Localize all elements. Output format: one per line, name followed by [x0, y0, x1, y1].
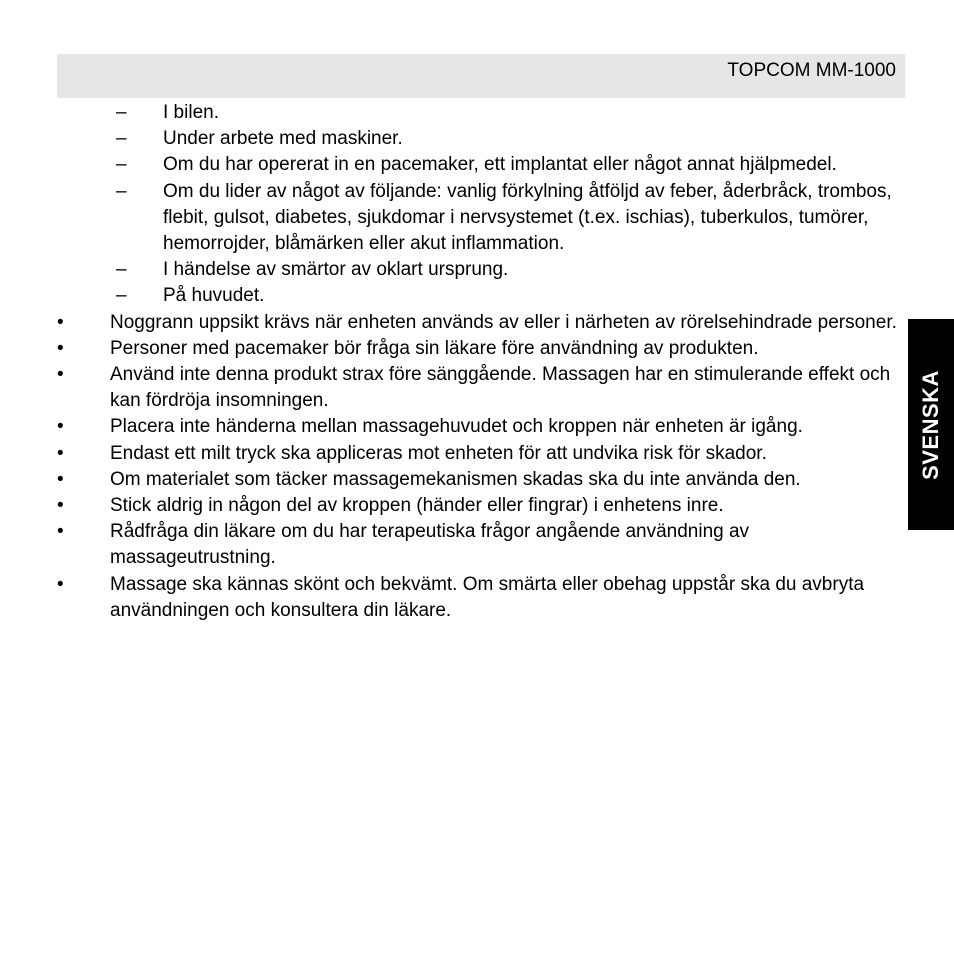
dash-marker: –: [116, 259, 127, 281]
dash-list-item: [0, 257, 905, 283]
page-header: [57, 54, 905, 98]
bullet-list-item: [0, 362, 905, 414]
list-item-text: På huvudet.: [163, 285, 265, 307]
dash-list-item: [0, 126, 905, 152]
dash-marker: –: [116, 102, 127, 123]
dash-list-item: [0, 100, 905, 126]
list-item-text: Under arbete med maskiner.: [163, 128, 403, 150]
dash-marker: –: [116, 180, 127, 202]
bullet-marker: •: [57, 337, 64, 359]
bullet-list-item: [0, 467, 905, 493]
list-item-text: Om du lider av något av följande: vanlig förkylning åtföljd av feber, åderbråck, trombos, flebit, gulsot, diabetes, sjukdomar i nervsystemet (t.ex. ischias), tuberkulos, tumörer, hemorrojder, blåmärken eller akut inflammation.: [163, 180, 892, 255]
list-item-text: Placera inte händerna mellan massagehuvudet och kroppen när enheten är igång.: [110, 416, 803, 438]
bullet-list-item: [0, 310, 905, 336]
language-tab: [908, 319, 954, 530]
dash-list: [0, 100, 905, 310]
bullet-marker: •: [57, 521, 64, 543]
list-item-text: Personer med pacemaker bör fråga sin läkare före användning av produkten.: [110, 337, 759, 359]
dash-list-item: [0, 283, 905, 309]
bullet-list: [0, 310, 905, 624]
bullet-list-item: [0, 572, 905, 624]
dash-marker: –: [116, 285, 127, 307]
list-item-text: Om materialet som täcker massagemekanismen skadas ska du inte använda den.: [110, 468, 801, 490]
bullet-marker: •: [57, 364, 64, 386]
bullet-list-item: [0, 336, 905, 362]
dash-list-item: [0, 152, 905, 178]
dash-marker: –: [116, 128, 127, 150]
language-tab-label: SVENSKA: [918, 369, 943, 480]
list-item-text: Noggrann uppsikt krävs när enheten används av eller i närheten av rörelsehindrade personer.: [110, 311, 897, 333]
bullet-marker: •: [57, 468, 64, 490]
dash-marker: –: [116, 154, 127, 176]
bullet-marker: •: [57, 442, 64, 464]
list-item-text: Rådfråga din läkare om du har terapeutiska frågor angående användning av massageutrustning.: [110, 521, 750, 569]
list-item-text: Om du har opererat in en pacemaker, ett implantat eller något annat hjälpmedel.: [163, 154, 837, 176]
document-body: [0, 100, 905, 624]
bullet-list-item: [0, 414, 905, 440]
list-item-text: Stick aldrig in någon del av kroppen (händer eller fingrar) i enhetens inre.: [110, 495, 724, 517]
product-title: TOPCOM MM-1000: [727, 60, 896, 81]
dash-list-item: [0, 179, 905, 258]
list-item-text: Använd inte denna produkt strax före sänggående. Massagen har en stimulerande effekt och kan fördröja insomningen.: [110, 364, 891, 412]
list-item-text: I händelse av smärtor av oklart ursprung.: [163, 259, 509, 281]
bullet-list-item: [0, 441, 905, 467]
bullet-list-item: [0, 493, 905, 519]
list-item-text: Endast ett milt tryck ska appliceras mot enheten för att undvika risk för skador.: [110, 442, 767, 464]
bullet-marker: •: [57, 573, 64, 595]
bullet-marker: •: [57, 311, 64, 333]
bullet-list-item: [0, 519, 905, 571]
bullet-marker: •: [57, 416, 64, 438]
list-item-text: Massage ska kännas skönt och bekvämt. Om smärta eller obehag uppstår ska du avbryta användningen och konsultera din läkare.: [110, 573, 865, 621]
list-item-text: I bilen.: [163, 102, 219, 123]
bullet-marker: •: [57, 495, 64, 517]
